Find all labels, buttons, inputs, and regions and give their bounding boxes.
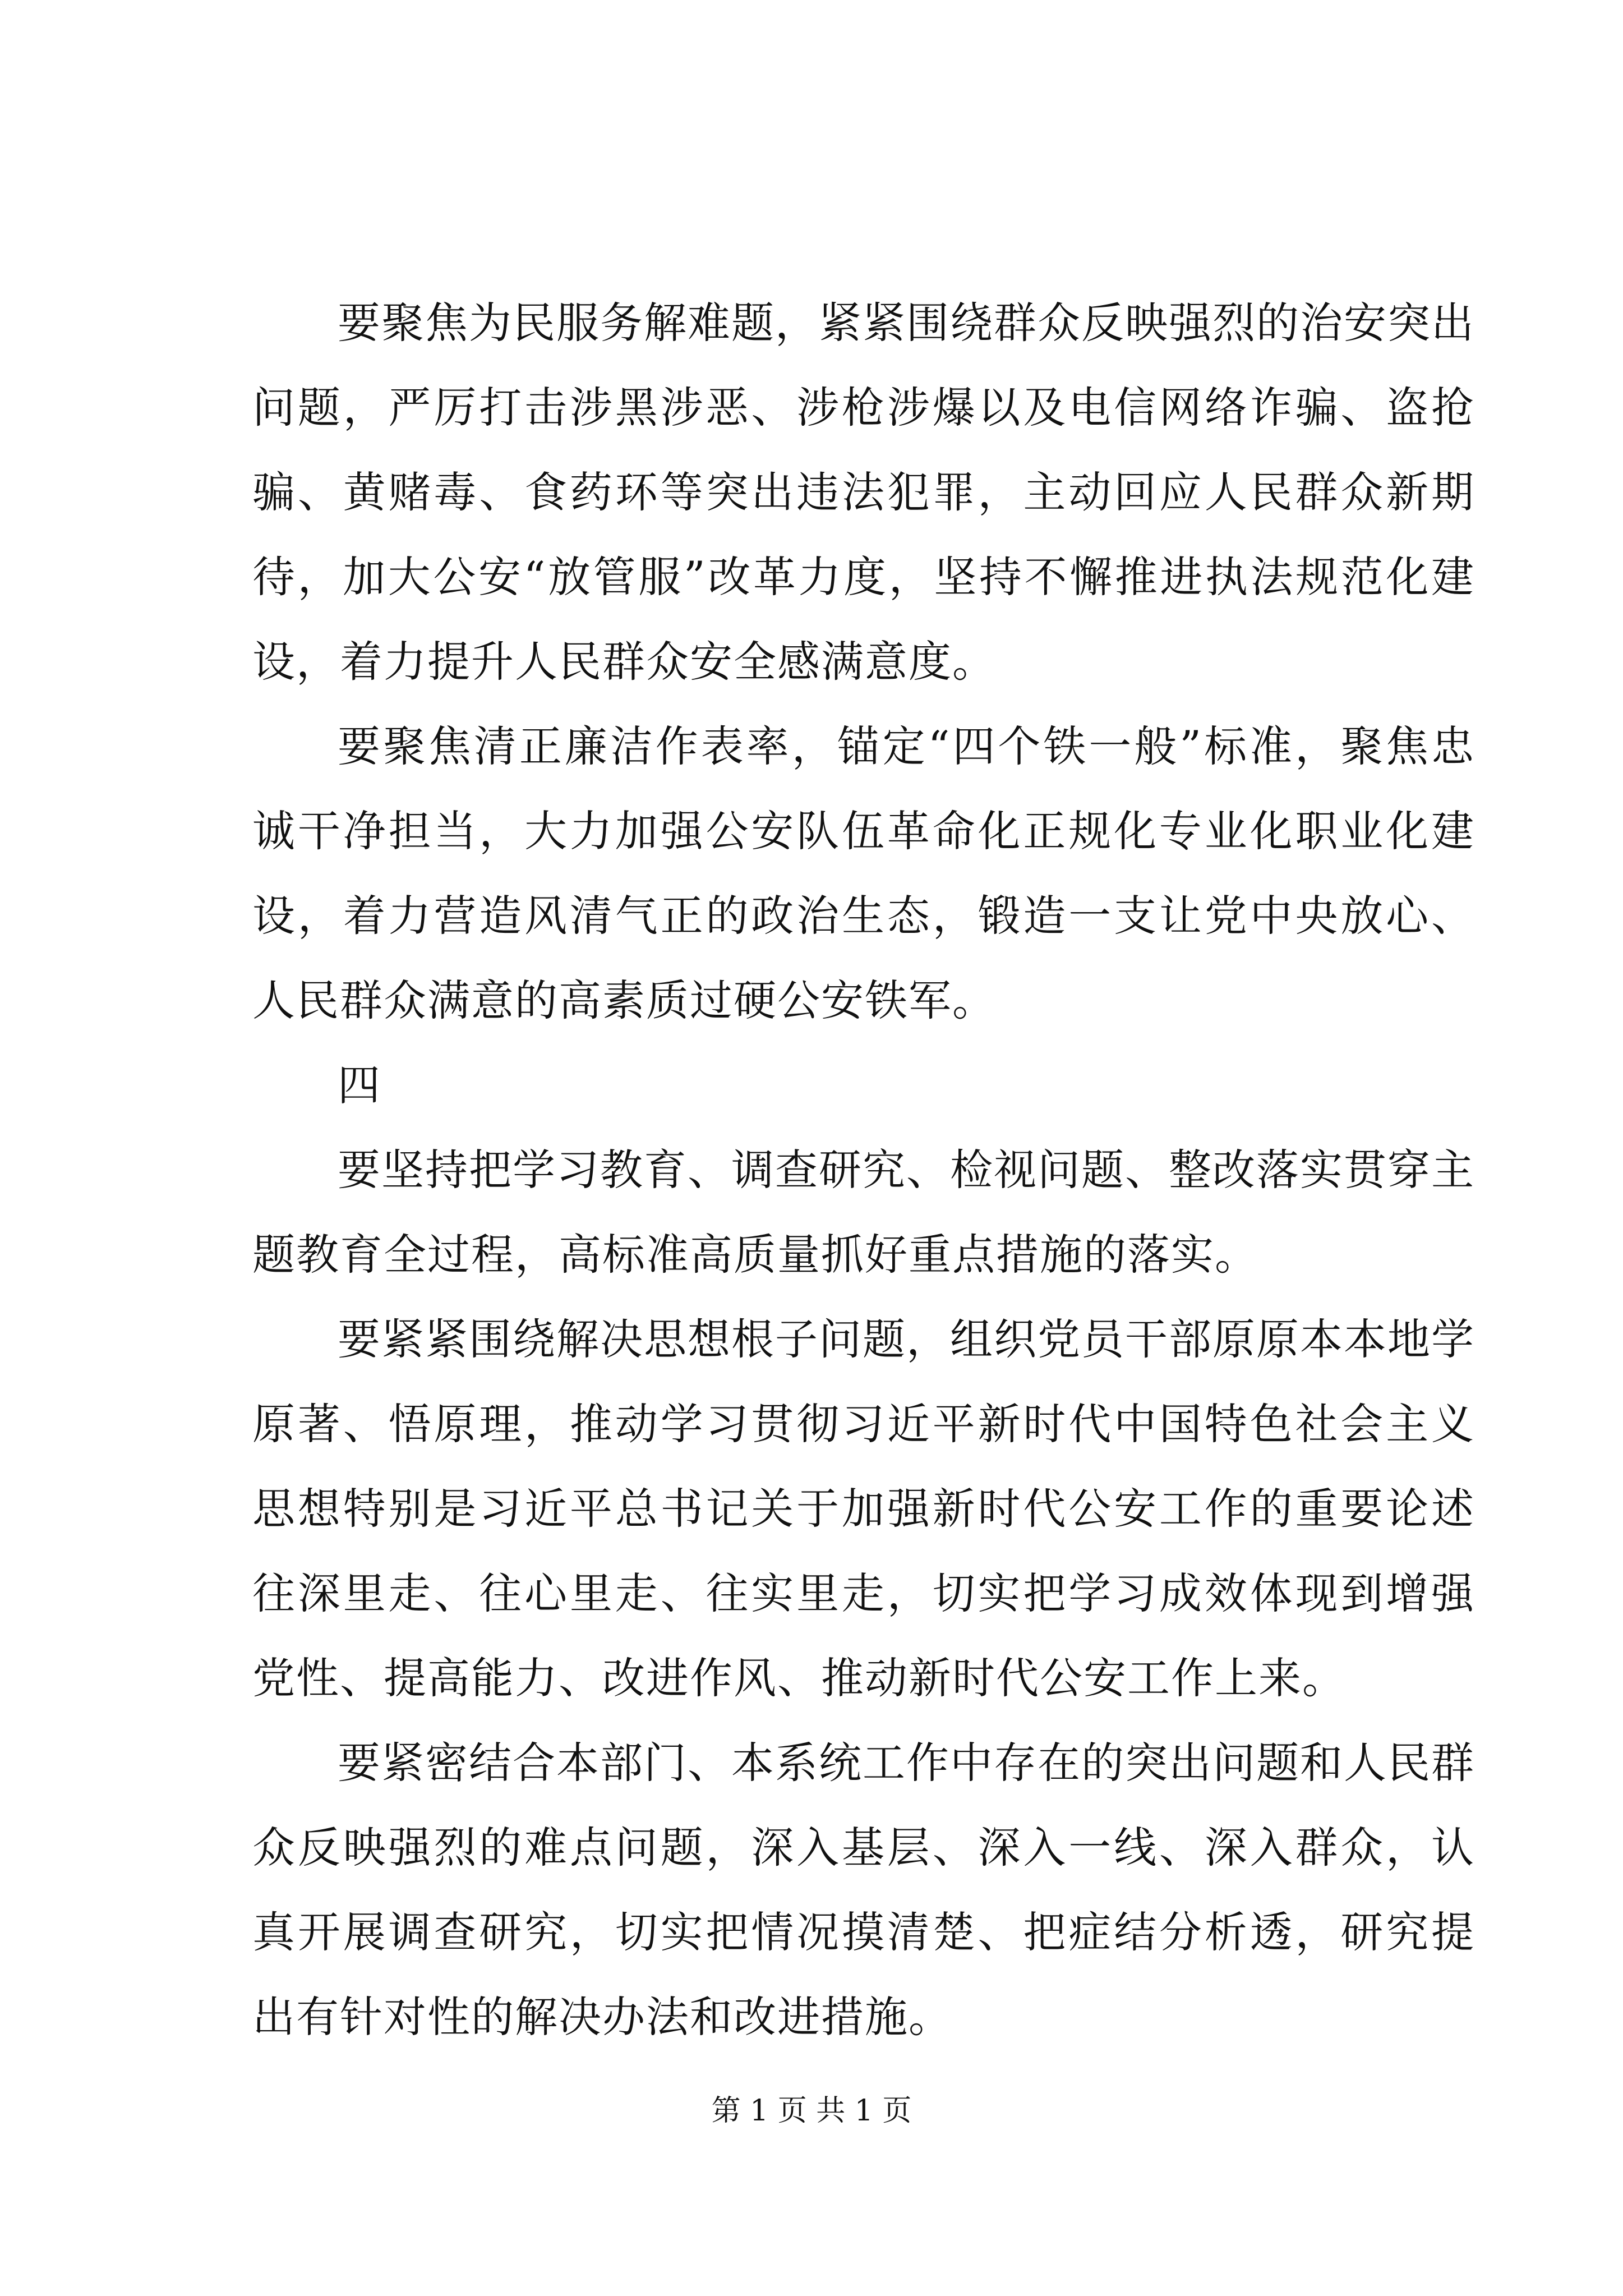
paragraph-integrity: 要聚焦清正廉洁作表率，锚定“四个铁一般”标准，聚焦忠诚干净担当，大力加强公安队伍革命化正规化专业化职业化建设，着力营造风清气正的政治生态，锻造一支让党中央放心、人民群众满意的高素质过硬公安铁军。 — [252, 721, 1475, 1025]
document-body — [252, 280, 1475, 2059]
paragraph-service: 要聚焦为民服务解难题，紧紧围绕群众反映强烈的治安突出问题，严厉打击涉黑涉恶、涉枪涉爆以及电信网络诈骗、盗抢骗、黄赌毒、食药环等突出违法犯罪，主动回应人民群众新期待，加大公安“放管服”改革力度，坚持不懈推进执法规范化建设，着力提升人民群众安全感满意度。 — [252, 298, 1475, 687]
paragraph-study-throughout: 要坚持把学习教育、调查研究、检视问题、整改落实贯穿主题教育全过程，高标准高质量抓好重点措施的落实。 — [252, 1145, 1475, 1280]
paragraph-ideology: 要紧紧围绕解决思想根子问题，组织党员干部原原本本地学原著、悟原理，推动学习贯彻习近平新时代中国特色社会主义思想特别是习近平总书记关于加强新时代公安工作的重要论述往深里走、往心里走、往实里走，切实把学习成效体现到增强党性、提高能力、改进作风、推动新时代公安工作上来。 — [252, 1314, 1475, 1703]
paragraph-research: 要紧密结合本部门、本系统工作中存在的突出问题和人民群众反映强烈的难点问题，深入基层、深入一线、深入群众，认真开展调查研究，切实把情况摸清楚、把症结分析透，研究提出有针对性的解决办法和改进措施。 — [252, 1738, 1475, 2042]
page-footer: 第 1 页 共 1 页 — [711, 2094, 912, 2128]
section-number: 四 — [338, 1060, 381, 1110]
